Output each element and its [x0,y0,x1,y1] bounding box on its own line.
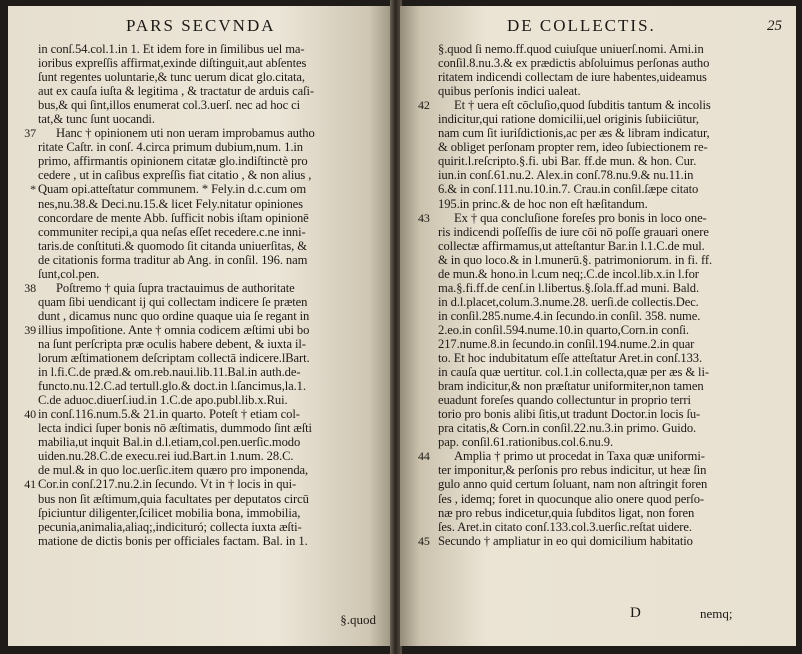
line-text: concordare de mente Abb. ſufficit nobis iſtam opinionē [38,210,309,225]
line-text: de mun.& hono.in l.cum neq;.C.de incol.lib.x.in l.for [438,266,699,281]
line-text: Cor.in conſ.217.nu.2.in ſecundo. Vt in † locis in qui- [38,477,297,492]
line-text: in d.l.placet,colum.3.nume.28. uerſi.de collectis.Dec. [438,294,699,309]
text-line [38,351,388,365]
text-line [418,154,786,168]
line-text: in cauſa quæ uertitur. col.1.in collecta,quæ per æs & li- [438,365,709,380]
line-text: pra citatis,& Corn.in conſil.22.nu.3.in primo. Guido. [438,421,697,436]
line-text: euadunt foreſes quando collectuntur in proprio terri [438,393,691,408]
margin-number: 37 [24,126,36,141]
line-text: to. Et hoc indubitatum eſſe atteſtatur Aret.in conſ.133. [438,351,703,366]
line-text: ſes. Aret.in citato conſ.133.col.3.uerſic.reſtat uidere. [438,519,692,534]
line-text: na ſunt perſcripta præ oculis habere debent, & iuxta il- [38,336,306,351]
line-text: nes,nu.38.& Deci.nu.15.& licet Fely.nitatur opiniones [38,196,303,211]
text-line [418,492,786,506]
margin-number: 43 [418,210,430,225]
text-line [38,365,388,379]
line-text: functo.nu.12.C.ad tertull.glo.& doct.in l.ſancimus,la.1. [38,379,306,394]
line-text: bram indicitur,& non præſtatur uniformiter,non tamen [438,379,704,394]
text-line [24,407,388,422]
text-line [418,351,786,365]
line-text: 217.nume.8.in ſecundo.in conſil.194.nume.2.in quar [438,336,695,351]
margin-number: 40 [24,407,36,422]
text-line [38,534,388,548]
text-line [418,309,786,323]
text-line [38,379,388,393]
margin-number: 42 [418,98,430,113]
text-line [38,421,388,435]
text-line [24,280,388,295]
line-text: bus non ſit æſtimum,quia facultates per deputatos circū [38,491,309,506]
line-text: lorum æſtimationem deſcriptam collectā indicere.lBart. [38,351,310,366]
right-page [400,6,796,646]
line-text: Amplia † primo ut procedat in Taxa quæ uniformi- [454,449,705,464]
line-text: lecta indici ſuper bonis nō æſtimatis, dummodo ſint æſti [38,421,312,436]
text-line [418,477,786,491]
margin-number: 45 [418,533,430,548]
line-text: in conſil.285.nume.4.in ſecundo.in conſil. 358. nume. [438,308,701,323]
page-number: 25 [767,18,782,34]
line-text: 6.& in conſ.111.nu.10.in.7. Crau.in conſil.ſæpe citato [438,182,699,197]
line-text: bus,& qui ſint,illos enumerat col.3.uerſ. nec ad hoc ci [38,98,301,113]
text-line [418,534,786,548]
line-text: collectæ affirmamus,ut atteſtantur Bar.in l.1.C.de mul. [438,238,705,253]
line-text: ſpiciuntur diligenter,ſcilicet mobilia bona, immobilia, [38,505,301,520]
line-text: Quam opi.atteſtatur communem. * Fely.in d.c.cum om [38,182,307,197]
text-line [418,42,786,56]
line-text: Hanc † opinionem uti non ueram improbamus autho [56,126,315,141]
text-line [418,112,786,126]
text-line [38,42,388,56]
text-line [38,520,388,534]
text-line [418,267,786,281]
text-line [418,225,786,239]
line-text: ioribus expreſſis affirmat,exinde diſtinguit,aut abſentes [38,56,307,71]
text-line [418,407,786,421]
line-text: ma.§.fi.ff.de cenſ.in l.libertus.§.ſola.ff.ad muni. Bald. [438,280,700,295]
left-page-body [24,42,388,548]
text-line [418,168,786,182]
line-text: Ex † qua concluſione foreſes pro bonis in loco one- [454,210,707,225]
text-line [38,56,388,70]
line-text: primo, affirmantis opinionem citatæ glo.indiſtinctè pro [38,154,308,169]
line-text: mabilia,ut inquit Bal.in d.l.etiam,col.pen.uerſic.modo [38,435,301,450]
text-line [38,309,388,323]
text-line [418,295,786,309]
text-line [38,140,388,154]
line-text: ris indicendi poſſeſſis de iure cōi nō poſſe grauari onere [438,224,709,239]
line-text: ritatem indicendi collectam de iure habentes,uideamus [438,70,707,85]
line-text: communiter recipi,a qua neſas eſſet recedere.c.ne inni- [38,224,306,239]
text-line [38,267,388,281]
line-text: de mul.& in quo loc.uerſic.item quæro pro imponenda, [38,463,309,478]
text-line [38,225,388,239]
line-text: 2.eo.in conſil.594.nume.10.in quarto,Corn.in conſi. [438,322,689,337]
text-line [38,393,388,407]
line-text: ſes , idemq; foret in quocunque alio onere quod perſo- [438,491,704,506]
text-line [418,281,786,295]
text-line [38,463,388,477]
left-running-header: PARS SECVNDA [126,16,276,35]
text-line [38,70,388,84]
text-line [30,182,388,197]
text-line [38,168,388,182]
line-text: de citationis forma traditur ab Ang. in conſil. 196. nam [38,252,308,267]
text-line [38,295,388,309]
line-text: quirit.l.reſcripto.§.fi. ubi Bar. ff.de mun. & hon. Cur. [438,154,697,169]
margin-number: 39 [24,322,36,337]
left-catchword: §.quod [340,612,376,627]
text-line [418,98,786,112]
text-line [24,322,388,337]
text-line [24,477,388,492]
text-line [418,253,786,267]
line-text: C.de aduoc.diuerſ.iud.in 1.C.de apo.publ.lib.x.Rui. [38,393,288,408]
line-text: quibus perſonis indici ualeat. [438,84,581,99]
text-line [418,70,786,84]
line-text: pap. conſil.61.rationibus.col.6.nu.9. [438,435,614,450]
line-text: ſunt regentes uoluntarie,& tunc uerum dicat glo.citata, [38,70,305,85]
text-line [418,337,786,351]
margin-number: 41 [24,477,36,492]
line-text: in l.fi.C.de præd.& om.reb.naui.lib.11.Bal.in auth.de- [38,365,301,380]
text-line [38,253,388,267]
text-line [38,112,388,126]
line-text: dunt , dicamus nunc quo ordine quaque uia ſe regant in [38,308,310,323]
text-line [418,365,786,379]
line-text: & obliget perſonam propter rem, ideo ſubiectionem re- [438,140,708,155]
text-line [418,126,786,140]
right-page-body [418,42,786,548]
left-page [8,6,392,646]
line-text: næ pro rebus indicetur,quia ſubditos ligat, non foren [438,505,695,520]
line-text: aut ex cauſa iuſta & legitima , & tractatur de arduis caſi- [38,84,314,99]
text-line [38,435,388,449]
margin-number: 44 [418,449,430,464]
right-running-header: DE COLLECTIS. [507,16,656,35]
text-line [418,140,786,154]
text-line [38,154,388,168]
line-text: nam cum ſit iuriſdictionis,ac per æs & libram indicatur, [438,126,710,141]
text-line [418,182,786,196]
line-text: in conſ.116.num.5.& 21.in quarto. Poteſt † etiam col- [38,407,300,422]
text-line [38,84,388,98]
line-text: ritate Caſtr. in conſ. 4.circa primum dubium,num. 1.in [38,140,303,155]
text-line [418,435,786,449]
line-text: illius impoſitione. Ante † omnia codicem æſtimi ubi bo [38,322,310,337]
text-line [418,449,786,463]
text-line [418,239,786,253]
line-text: ter imponitur,& perſonis pro rebus indicitur, ut heæ ſin [438,463,707,478]
line-text: Secundo † ampliatur in eo qui domicilium habitatio [438,533,693,548]
text-line [38,211,388,225]
text-line [418,421,786,435]
margin-number: 38 [24,280,36,295]
line-text: §.quod ſi nemo.ff.quod cuiuſque uniuerſ.nomi. Ami.in [438,42,704,56]
text-line [418,393,786,407]
signature-mark: D [630,605,641,621]
text-line [418,197,786,211]
line-text: torio pro bonis alibi ſitis,ut tradunt Doctor.in locis ſu- [438,407,701,422]
line-text: iun.in conſ.61.nu.2. Alex.in conſ.78.nu.9.& nu.11.in [438,168,694,183]
text-line [38,239,388,253]
line-text: 195.in princ.& de hoc non eſt hæſitandum. [438,196,648,211]
text-line [38,506,388,520]
text-line [418,379,786,393]
text-line [38,449,388,463]
text-line [418,506,786,520]
text-line [38,337,388,351]
line-text: matione de dictis bonis per officiales factam. Bal. in 1. [38,533,308,548]
text-line [38,197,388,211]
line-text: gulo anno quid certum ſoluant, nam non aſtringit foren [438,477,708,492]
line-text: uiden.nu.28.C.de execu.rei iud.Bart.in 1.num. 28.C. [38,449,294,464]
text-line [418,211,786,225]
right-catchword: nemq; [700,606,733,621]
text-line [418,84,786,98]
text-line [38,492,388,506]
text-line [418,323,786,337]
text-line [38,98,388,112]
line-text: conſil.8.nu.3.& ex prædictis abſoluimus perſonas autho [438,56,710,71]
line-text: indicitur,qui ratione domicilii,uel originis ſubiiciūtur, [438,112,699,127]
line-text: taris.de conſtituti.& quomodo ſit citanda uniuerſitas, & [38,238,307,253]
text-line [418,520,786,534]
line-text: tat,& tunc ſunt uocandi. [38,112,155,127]
line-text: pecunia,animalia,aliaq;,indicituró; collecta iuxta æſti- [38,519,302,534]
text-line [24,126,388,141]
line-text: & in quo loco.& in l.munerū.§. patrimoniorum. in fi. ff. [438,252,712,267]
margin-number: * [30,182,36,197]
line-text: Poſtremo † quia ſupra tractauimus de authoritate [56,280,295,295]
line-text: Et † uera eſt cōcluſio,quod ſubditis tantum & incolis [454,98,711,113]
line-text: ſunt,col.pen. [38,266,100,281]
text-line [418,56,786,70]
line-text: in conſ.54.col.1.in 1. Et idem fore in ſimilibus uel ma- [38,42,305,56]
text-line [418,463,786,477]
line-text: quam ſibi uendicant ij qui collectam indicere ſe præten [38,294,308,309]
line-text: cedere , ut in caſibus expreſſis fiat citatio , & non alius , [38,168,312,183]
